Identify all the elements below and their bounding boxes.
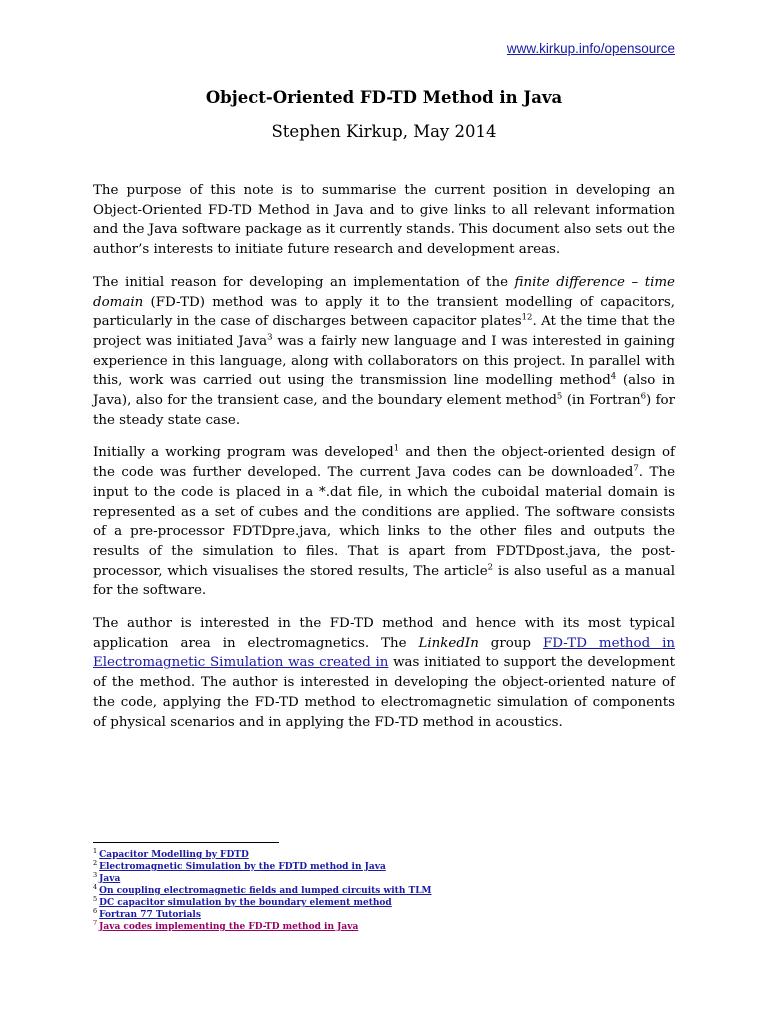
footnote-number: 5 <box>93 895 98 903</box>
footnote-item <box>93 873 675 885</box>
footnote-ref[interactable]: 12 <box>521 312 533 323</box>
footnote-item <box>93 909 675 921</box>
text: was initiated to support the development of the method. The author is interested in developing the object-oriented nature of the code, applying the FD-TD method to electromagnetic simulation of components of physical scenarios and in applying the FD-TD method in acoustics. <box>93 655 675 730</box>
footnote-ref[interactable]: 6 <box>640 391 646 402</box>
italic-term: LinkedIn <box>418 635 479 651</box>
text: The initial reason for developing an implementation of the <box>93 274 515 290</box>
document-body <box>93 181 675 745</box>
footnotes-list <box>93 849 675 933</box>
footnote-link[interactable]: Java <box>99 874 121 884</box>
footnote-ref[interactable]: 1 <box>393 443 400 454</box>
footnote-separator <box>93 842 279 843</box>
footnote-link[interactable]: Fortran 77 Tutorials <box>99 910 201 920</box>
footnote-link[interactable]: On coupling electromagnetic fields and lumped circuits with TLM <box>99 886 432 896</box>
text: The author is interested in the FD-TD method and hence with its most typical application area in electromagnetics. The <box>93 616 675 651</box>
paragraph-2 <box>93 273 675 431</box>
footnote-link[interactable]: Electromagnetic Simulation by the FDTD method in Java <box>99 862 386 872</box>
footnote-item <box>93 897 675 909</box>
footnote-ref[interactable]: 7 <box>633 463 639 474</box>
text: . The input to the code is placed in a *.dat file, in which the cuboidal material domain is represented as a set of cubes and the conditions are applied. The software consists of a pre-processor FDTDpre.java, which links to the other files and outputs the results of the simulation to files. That is apart from FDTDpost.java, the post-processor, which visualises the stored results, The article <box>93 465 675 579</box>
footnote-number: 1 <box>93 847 98 855</box>
text: . At the time that the project was initiated Java <box>93 314 675 349</box>
footnote-number: 3 <box>93 871 98 879</box>
text: is also useful as a manual for the software. <box>93 563 675 599</box>
footnote-number: 7 <box>93 919 98 927</box>
footnote-item <box>93 885 675 897</box>
text: (in Fortran <box>562 393 641 409</box>
footnote-ref[interactable]: 5 <box>556 391 563 402</box>
footnote-item <box>93 849 675 861</box>
document-author-date: Stephen Kirkup, May 2014 <box>271 122 497 141</box>
footnote-number: 6 <box>93 907 98 915</box>
header-website-link[interactable]: www.kirkup.info/opensource <box>506 41 675 56</box>
text: group <box>478 635 543 651</box>
footnote-ref[interactable]: 4 <box>610 371 617 382</box>
paragraph-3 <box>93 443 675 601</box>
footnote-number: 4 <box>93 883 98 891</box>
text: was a fairly new language and I was interested in gaining experience in this language, along with collaborators on this project. In parallel with this, work was carried out using the transmission line modelling method <box>93 333 675 389</box>
footnote-item <box>93 861 675 873</box>
text: (FD-TD) method was to apply it to the transient modelling of capacitors, particularly in the case of discharges between capacitor plates <box>93 294 675 330</box>
footnote-ref[interactable]: 3 <box>267 332 273 343</box>
footnote-link[interactable]: Capacitor Modelling by FDTD <box>99 850 249 860</box>
footnote-ref[interactable]: 2 <box>487 562 494 573</box>
linkedin-group-link[interactable]: FD-TD method in Electromagnetic Simulation was created in <box>93 635 675 671</box>
text: Initially a working program was developed <box>93 445 394 461</box>
footnote-link[interactable]: DC capacitor simulation by the boundary element method <box>99 898 392 908</box>
document-title: Object-Oriented FD-TD Method in Java <box>205 88 563 107</box>
italic-term: finite difference – time domain <box>93 274 675 310</box>
text: ) for the steady state case. <box>93 393 675 428</box>
text: (also in Java), also for the transient case, and the boundary element method <box>93 373 675 409</box>
paragraph-4 <box>93 614 675 732</box>
text: and then the object-oriented design of the code was further developed. The current Java codes can be downloaded <box>93 445 675 481</box>
paragraph-1: The purpose of this note is to summarise the current position in developing an Object-Oriented FD-TD Method in Java and to give links to all relevant information and the Java software package as it currently stands. This document also sets out the author’s interests to initiate future research and development areas. <box>93 183 675 258</box>
footnote-number: 2 <box>93 859 98 867</box>
footnote-item <box>93 921 675 933</box>
footnote-link[interactable]: Java codes implementing the FD-TD method in Java <box>99 922 359 932</box>
